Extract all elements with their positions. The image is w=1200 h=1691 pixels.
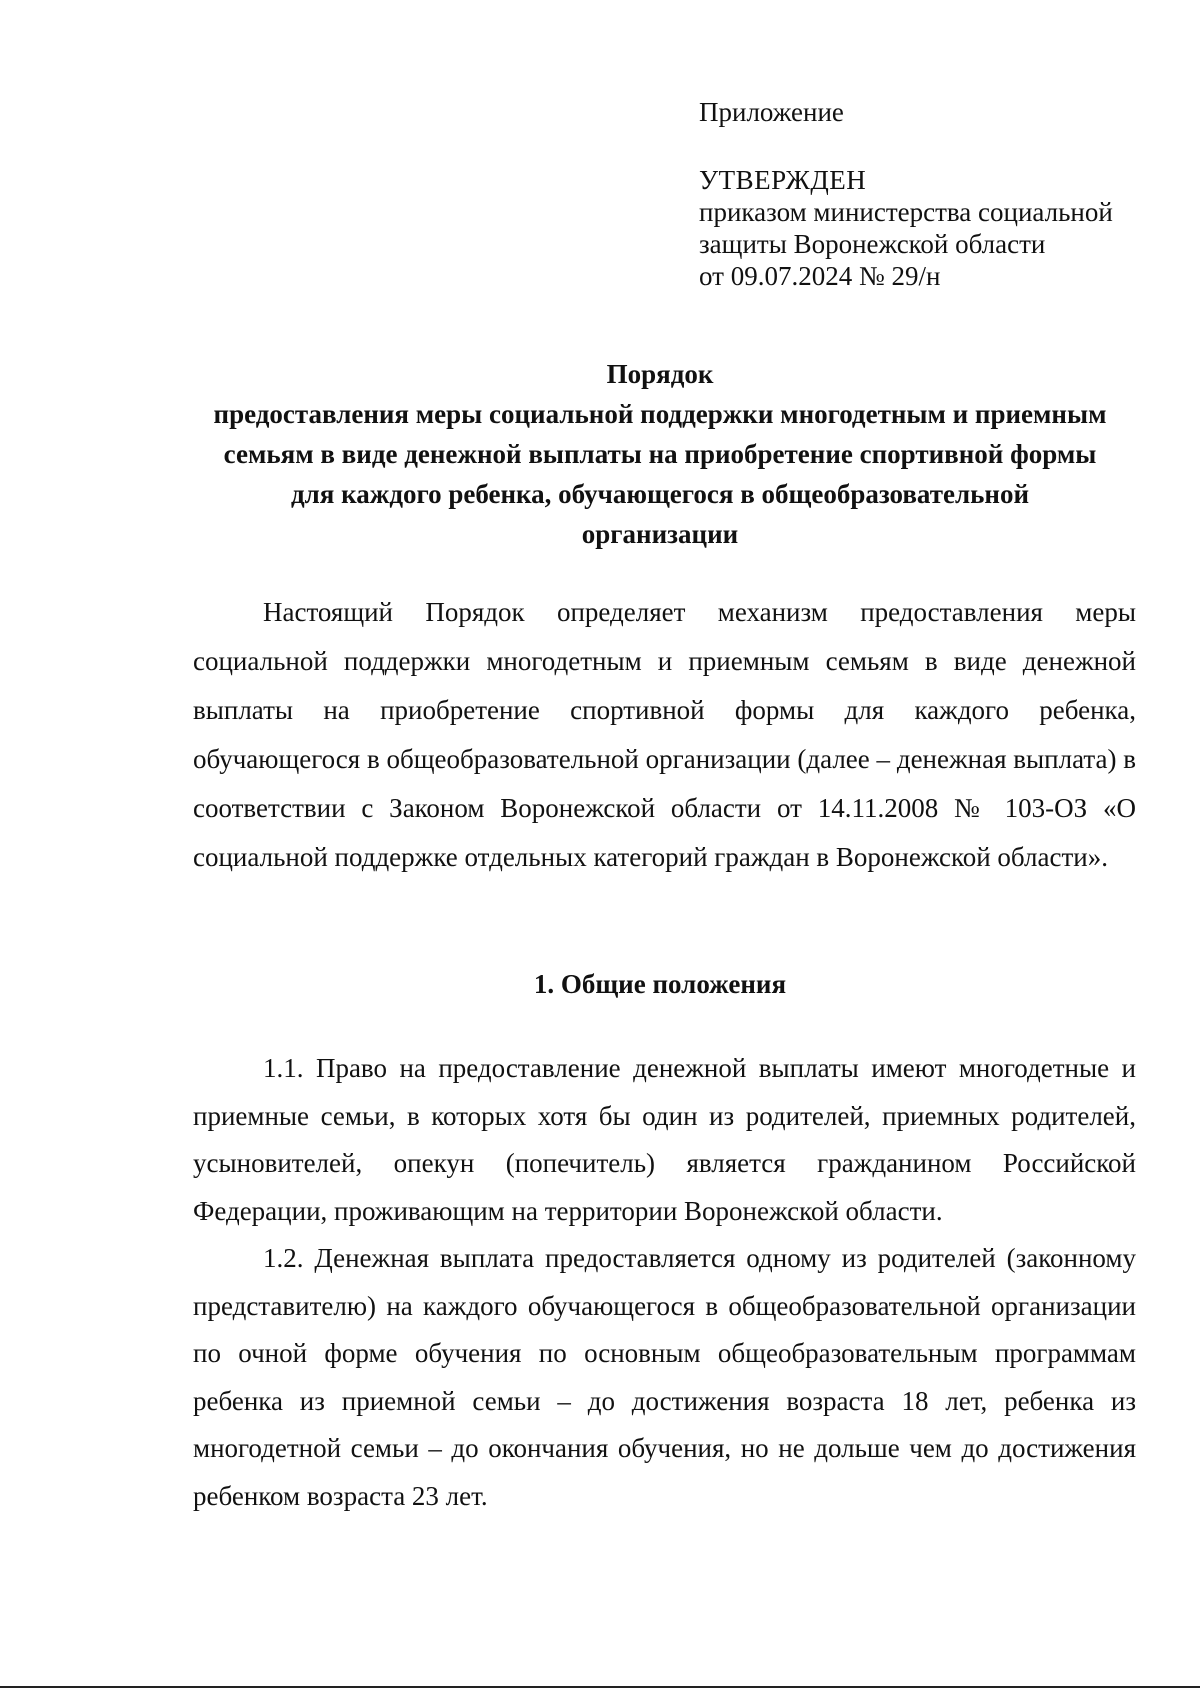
document-subtitle-line-4: организации — [581, 519, 739, 549]
document-title: Порядок — [606, 359, 714, 389]
section-1-heading: 1. Общие положения — [533, 969, 787, 999]
approval-order-line-1: приказом министерства социальной — [699, 197, 1113, 227]
approval-order-date: от 09.07.2024 № 29/н — [699, 261, 941, 291]
approval-stamp-block — [699, 96, 1159, 292]
appendix-label: Приложение — [699, 97, 844, 127]
document-subtitle-line-3: для каждого ребенка, обучающегося в общеобразовательной — [290, 479, 1030, 509]
intro-paragraph: Настоящий Порядок определяет механизм предоставления меры социальной поддержки многодетным и приемным семьям в виде денежной выплаты на приобретение спортивной формы для каждого ребенка, обучающегося в общеобразовательной организации (далее – денежная выплата) в соответствии с Законом Воронежской области от 14.11.2008 № 103-ОЗ «О социальной поддержке отдельных категорий граждан в Воронежской области». — [193, 597, 1136, 872]
clause-1-2: 1.2. Денежная выплата предоставляется одному из родителей (законному представителю) на каждого обучающегося в общеобразовательной организации по очной форме обучения по основным общеобразовательным программам ребенка из приемной семьи – до достижения возраста 18 лет, ребенка из многодетной семьи – до окончания обучения, но не дольше чем до достижения ребенком возраста 23 лет. — [193, 1243, 1136, 1511]
document-title-block — [190, 354, 1130, 554]
clause-1-1: 1.1. Право на предоставление денежной выплаты имеют многодетные и приемные семьи, в которых хотя бы один из родителей, приемных родителей, усыновителей, опекун (попечитель) является гражданином Российской Федерации, проживающим на территории Воронежской области. — [193, 1053, 1136, 1226]
document-subtitle-line-2: семьям в виде денежной выплаты на приобретение спортивной формы — [223, 439, 1097, 469]
approved-label: УТВЕРЖДЕН — [699, 165, 867, 195]
page-bottom-edge-line — [0, 1686, 1200, 1688]
document-subtitle-line-1: предоставления меры социальной поддержки многодетным и приемным — [213, 399, 1107, 429]
approval-order-line-2: защиты Воронежской области — [699, 229, 1046, 259]
